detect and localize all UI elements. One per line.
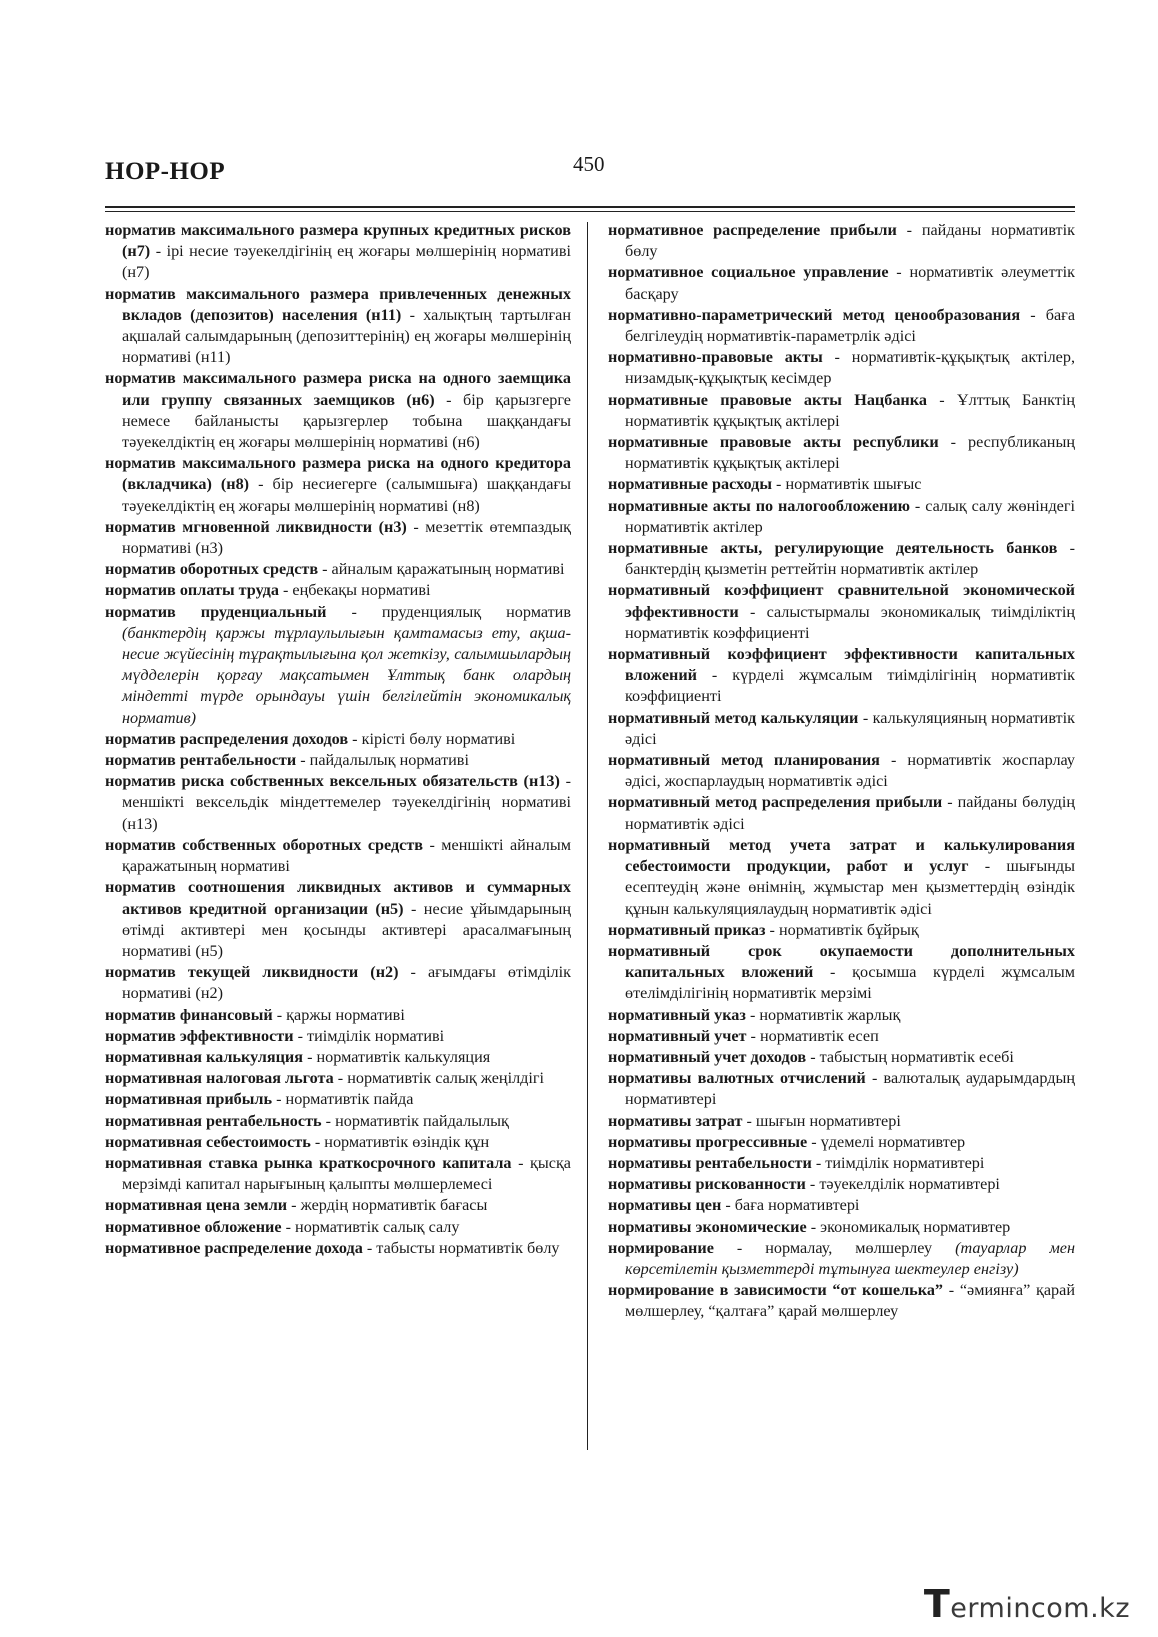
entry-term: нормативы рентабельности: [608, 1153, 812, 1172]
dictionary-entry: [608, 1238, 1075, 1280]
dictionary-entry: [105, 1153, 571, 1195]
dictionary-entry: [608, 474, 1075, 495]
entry-term: нормативно-параметрический метод ценообразования: [608, 305, 1021, 324]
entry-term: норматив собственных оборотных средств: [105, 835, 424, 854]
header-rule-thick: [105, 206, 1075, 208]
entry-note: (тауарлар мен көрсетілетін қызметтерді тұтынуға шектеулер енгізу): [625, 1238, 1075, 1278]
page-header: [105, 152, 1075, 198]
entry-definition: - нормативтік салық жеңілдігі: [333, 1069, 545, 1088]
entry-term: нормативы прогрессивные: [608, 1132, 808, 1151]
entry-term: нормативный коэффициент эффективности капитальных вложений: [608, 645, 1075, 685]
entry-term: норматив распределения доходов: [105, 729, 349, 748]
entry-definition: - ағымдағы өтімділік нормативі (н2): [122, 963, 572, 1003]
entry-definition: - айналым қаражатының нормативі: [318, 560, 565, 579]
dictionary-entry: [608, 580, 1075, 644]
entry-definition: - тәуекелділік нормативтері: [805, 1175, 1000, 1194]
entry-definition: - нормативтік пайда: [272, 1090, 414, 1109]
dictionary-entry: [608, 262, 1075, 304]
entry-term: нормативный учет доходов: [608, 1047, 807, 1066]
entry-term: нормативный метод распределения прибыли: [608, 793, 943, 812]
entry-term: нормативная ставка рынка краткосрочного капитала: [105, 1153, 512, 1172]
entry-term: норматив максимального размера крупных кредитных рисков (н7): [105, 221, 571, 261]
entry-term: норматив максимального размера риска на одного заемщика или группу связанных заемщиков (н6): [105, 369, 571, 409]
dictionary-entry: [608, 1132, 1075, 1153]
dictionary-entry: [105, 1047, 571, 1068]
dictionary-entry: [608, 220, 1075, 262]
site-logo: Termincom.kz: [923, 1582, 1130, 1626]
dictionary-entry: [105, 580, 571, 601]
entry-term: нормативная рентабельность: [105, 1111, 322, 1130]
dictionary-entry: [608, 941, 1075, 1005]
dictionary-entry: [608, 1047, 1075, 1068]
dictionary-entry: [608, 750, 1075, 792]
entry-definition: - шығын нормативтері: [742, 1111, 901, 1130]
entry-definition: - нормалау, мөлшерлеу: [713, 1238, 956, 1257]
dictionary-entry: [105, 368, 571, 453]
entry-term: норматив максимального размера привлеченных денежных вкладов (депозитов) населения (н11): [105, 284, 571, 324]
entry-term: нормативные акты по налогообложению: [608, 496, 911, 515]
entry-definition: - нормативтік есеп: [746, 1026, 879, 1045]
entry-term: нормативная налоговая льгота: [105, 1069, 334, 1088]
header-rule-thin: [105, 211, 1075, 212]
entry-term: норматив рентабельности: [105, 751, 297, 770]
entry-definition: - күрделі жұмсалым тиімділігінің нормативтік коэффициенті: [625, 666, 1075, 706]
dictionary-entry: [608, 920, 1075, 941]
entry-term: норматив эффективности: [105, 1026, 294, 1045]
entry-term: норматив риска собственных вексельных обязательств (н13): [105, 772, 560, 791]
entry-definition: - кірісті бөлу нормативі: [348, 729, 516, 748]
dictionary-entry: [608, 1111, 1075, 1132]
entry-definition: - Ұлттық Банктің нормативтік құқықтық актілері: [625, 390, 1075, 430]
entry-definition: - қосымша күрделі жұмсалым өтелімділігінің нормативтік мерзімі: [625, 963, 1075, 1003]
entry-term: нормативный срок окупаемости дополнительных капитальных вложений: [608, 941, 1075, 982]
dictionary-entry: [105, 1132, 571, 1153]
entry-term: нормативное обложение: [105, 1217, 282, 1236]
entry-definition: - банктердің қызметін реттейтін нормативтік актілер: [625, 539, 1075, 579]
entry-term: нормирование в зависимости “от кошелька”: [608, 1281, 944, 1300]
dictionary-entry: [105, 1005, 571, 1026]
dictionary-entry: [105, 750, 571, 771]
dictionary-entry: [105, 559, 571, 580]
entry-definition: - нормативтік салық салу: [281, 1217, 460, 1236]
entry-term: нормативы цен: [608, 1196, 722, 1215]
dictionary-entry: [105, 877, 571, 962]
entry-definition: - несие ұйымдарының өтімді активтері мен қосынды активтері арасалмағының нормативі (н5): [122, 899, 571, 960]
entry-term: нормативные правовые акты республики: [608, 433, 939, 452]
entry-definition: - ірі несие тәуекелдігінің ең жоғары мөлшерінің нормативі (н7): [122, 242, 571, 282]
dictionary-entry: [105, 453, 571, 517]
entry-term: нормативные расходы: [608, 475, 772, 494]
dictionary-entry: [608, 1153, 1075, 1174]
entry-definition: - республиканың нормативтік құқықтық актілері: [625, 433, 1075, 473]
entry-definition: - нормативтік шығыс: [771, 475, 922, 494]
entry-definition: - “әмиянға” қарай мөлшерлеу, “қалтаға” қарай мөлшерлеу: [625, 1281, 1075, 1321]
dictionary-entry: [608, 792, 1075, 834]
entry-definition: - салыстырмалы экономикалық тиімділіктің нормативтік коэффициенті: [625, 602, 1075, 642]
entry-term: нормативы рискованности: [608, 1175, 806, 1194]
entry-definition: - тиімділік нормативі: [293, 1026, 445, 1045]
dictionary-entry: [105, 1217, 571, 1238]
entry-term: норматив финансовый: [105, 1005, 273, 1024]
entry-definition: - халықтың тартылған ақшалай салымдарының (депозиттерінің) ең жоғары мөлшерінің нормативі (н11): [122, 305, 571, 367]
dictionary-entry: [608, 1195, 1075, 1216]
entry-term: норматив оплаты труда: [105, 581, 279, 600]
entry-term: норматив текущей ликвидности (н2): [105, 963, 399, 982]
entry-term: нормативный метод планирования: [608, 751, 880, 770]
entry-definition: - бір қарызгерге немесе байланысты қарызгерлер тобына шаққандағы тәуекелдіктің ең жоғары мөлшерінің нормативі (н6): [122, 390, 571, 452]
entry-definition: - нормативтік әлеуметтік басқару: [625, 263, 1076, 303]
entry-definition: - валюталық аударымдардың нормативтері: [625, 1069, 1076, 1109]
dictionary-entry: [608, 1174, 1075, 1195]
entry-term: нормативы экономические: [608, 1217, 807, 1236]
dictionary-entry: [608, 835, 1075, 920]
entry-term: норматив пруденциальный: [105, 602, 327, 621]
entry-definition: - үдемелі нормативтер: [807, 1132, 966, 1151]
entry-definition: - еңбекақы нормативі: [278, 581, 431, 600]
entry-term: нормативная себестоимость: [105, 1132, 311, 1151]
dictionary-entry: [105, 1089, 571, 1110]
entry-term: нормативный указ: [608, 1005, 746, 1024]
entry-term: нормативные правовые акты Нацбанка: [608, 390, 927, 409]
entry-definition: - нормативтік пайдалылық: [321, 1111, 509, 1130]
dictionary-entry: [608, 1005, 1075, 1026]
entry-term: нормативы валютных отчислений: [608, 1069, 866, 1088]
entry-term: нормативный метод учета затрат и калькулирования себестоимости продукции, работ и услуг: [608, 835, 1075, 876]
entry-term: нормативное распределение дохода: [105, 1238, 363, 1257]
entry-definition: - калькуляцияның нормативтік әдісі: [625, 708, 1075, 748]
entry-definition: - мезеттік өтемпаздық нормативі (н3): [122, 517, 571, 558]
entry-term: нормативный метод калькуляции: [608, 708, 859, 727]
dictionary-entry: [105, 835, 571, 877]
dictionary-entry: [608, 347, 1075, 389]
dictionary-entry: [105, 284, 571, 369]
entry-definition: - пайданы нормативтік бөлу: [625, 221, 1075, 261]
entry-term: нормативный коэффициент сравнительной экономической эффективности: [608, 581, 1075, 621]
entry-definition: - меншікті айналым қаражатының нормативі: [122, 835, 571, 876]
dictionary-entry: [608, 305, 1075, 347]
entry-definition: - нормативтік өзіндік құн: [310, 1132, 490, 1151]
entry-term: норматив оборотных средств: [105, 560, 319, 579]
entry-term: нормативное социальное управление: [608, 263, 889, 282]
dictionary-entry: [608, 708, 1075, 750]
entry-term: норматив соотношения ликвидных активов и суммарных активов кредитной организации (н5): [105, 878, 571, 918]
dictionary-entry: [105, 962, 571, 1004]
entry-definition: - нормативтік-құқықтық актілер, низамдық-құқықтық кесімдер: [625, 348, 1075, 388]
entry-term: нормативное распределение прибыли: [608, 221, 897, 239]
dictionary-entry: [105, 771, 571, 835]
entry-definition: - тиімділік нормативтері: [811, 1153, 985, 1172]
dictionary-entry: [105, 1068, 571, 1089]
entry-note: (банктердің қаржы тұрлаулылығын қамтамасыз ету, ақша-несие жүйесінің тұрақтылығына қол жеткізу, салымшылардың мүдделерін қорғау мақсатымен Ұлттық банк олардың міндетті түрде орындауы үшін белгілейтін экономикалық норматив): [122, 623, 571, 727]
dictionary-entry: [105, 729, 571, 750]
entry-term: нормативно-правовые акты: [608, 348, 823, 367]
entry-definition: - нормативтік калькуляция: [303, 1047, 491, 1066]
entry-definition: - пайданы бөлудің нормативтік әдісі: [625, 793, 1075, 833]
entry-term: нормативная прибыль: [105, 1090, 273, 1109]
column-divider: [587, 222, 588, 1450]
dictionary-entry: [608, 496, 1075, 538]
entry-definition: - нормативтік жарлық: [745, 1005, 901, 1024]
entry-term: нормативный учет: [608, 1026, 747, 1045]
entry-definition: - жердің нормативтік бағасы: [287, 1196, 488, 1215]
entry-definition: - пайдалылық нормативі: [296, 751, 469, 770]
entry-term: нормативная цена земли: [105, 1196, 288, 1215]
entry-term: норматив максимального размера риска на одного кредитора (вкладчика) (н8): [105, 454, 571, 494]
entry-definition: - меншікті вексельдік міндеттемелер тәуекелдігінің нормативі (н13): [122, 772, 572, 833]
dictionary-entry: [608, 1026, 1075, 1047]
entry-definition: - экономикалық нормативтер: [806, 1217, 1011, 1236]
dictionary-entry: [608, 1217, 1075, 1238]
dictionary-entry: [608, 644, 1075, 708]
dictionary-entry: [608, 1068, 1075, 1110]
right-column: [608, 220, 1075, 1323]
entry-term: нормативы затрат: [608, 1111, 743, 1130]
entry-term: нормативные акты, регулирующие деятельность банков: [608, 539, 1058, 558]
entry-term: норматив мгновенной ликвидности (н3): [105, 517, 407, 536]
entry-definition: - қаржы нормативі: [272, 1005, 405, 1024]
left-column: [105, 220, 571, 1259]
entry-definition: - пруденциялық норматив: [326, 602, 571, 621]
entry-definition: - қысқа мерзімді капитал нарығының қалыпты мөлшерлемесі: [122, 1153, 571, 1194]
entry-term: нормативная калькуляция: [105, 1047, 304, 1066]
dictionary-entry: [105, 1111, 571, 1132]
entry-definition: - нормативтік бұйрық: [765, 920, 919, 939]
dictionary-entry: [608, 432, 1075, 474]
page-number: 450: [573, 152, 605, 176]
dictionary-entry: [105, 1026, 571, 1047]
entry-term: нормирование: [608, 1238, 714, 1257]
entry-definition: - баға нормативтері: [721, 1196, 860, 1215]
dictionary-entry: [105, 220, 571, 284]
running-head: НОР-НОР: [105, 158, 226, 185]
dictionary-entry: [105, 602, 571, 729]
dictionary-entry: [608, 1280, 1075, 1322]
dictionary-entry: [608, 390, 1075, 432]
dictionary-entry: [608, 538, 1075, 580]
dictionary-entry: [105, 1195, 571, 1216]
entry-definition: - баға белгілеудің нормативтік-параметрлік әдісі: [625, 305, 1076, 346]
dictionary-entry: [105, 517, 571, 559]
entry-definition: - шығынды есептеудің және өнімнің, жұмыстар мен қызметтердің өзіндік құнын калькуляциялаудың нормативтік әдісі: [625, 857, 1076, 918]
entry-definition: - салық салу жөніндегі нормативтік актілер: [625, 496, 1076, 536]
entry-term: нормативный приказ: [608, 920, 766, 939]
entry-definition: - табыстың нормативтік есебі: [806, 1047, 1014, 1066]
entry-definition: - нормативтік жоспарлау әдісі, жоспарлаудың нормативтік әдісі: [625, 751, 1075, 791]
entry-definition: - бір несиегерге (салымшыға) шаққандағы тәуекелдіктің ең жоғары мөлшерінің нормативі (н8): [122, 475, 572, 515]
dictionary-entry: [105, 1238, 571, 1259]
entry-definition: - табысты нормативтік бөлу: [362, 1238, 560, 1257]
